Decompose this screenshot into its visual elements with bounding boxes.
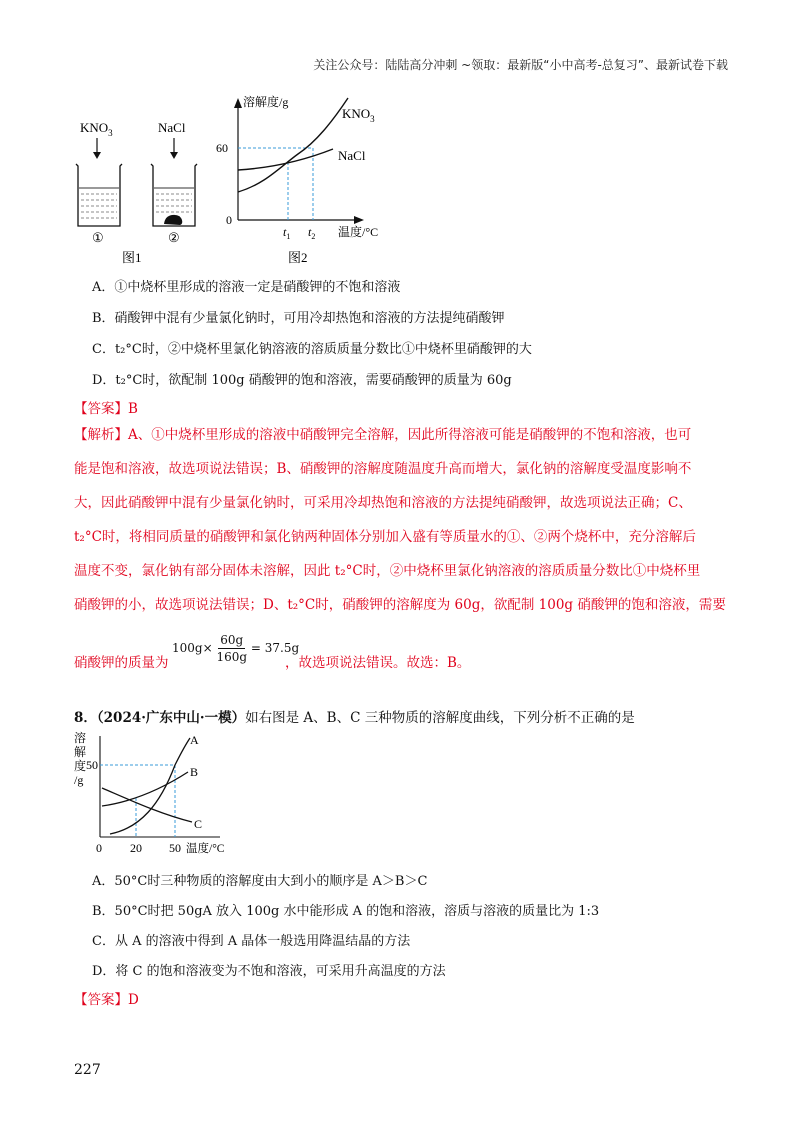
q7-option-a: A．①中烧杯里形成的溶液一定是硝酸钾的不饱和溶液 [92,280,401,295]
q7-analysis [74,418,730,622]
q8-ylabel-3: 度 [74,759,87,773]
analysis-line: 温度不变，氯化钠有部分固体未溶解，因此 t₂°C时，②中烧杯里氯化钠溶液的溶质质量分数比①中烧杯里 [74,563,701,579]
q8-answer: 【答案】D [74,992,139,1008]
fig2-curve-nacl [238,149,333,170]
q8-xlabel: 温度/°C [186,843,225,855]
q8-option-a: A．50°C时三种物质的溶解度由大到小的顺序是 A＞B＞C [92,874,428,889]
q7-option-c: C．t₂°C时，②中烧杯里氯化钠溶液的溶质质量分数比①中烧杯里硝酸钾的大 [92,342,532,357]
formula [172,632,299,665]
analysis-line: 能是饱和溶液，故选项说法错误；B、硝酸钾的溶解度随温度升高而增大，氯化钠的溶解度受温度影响不 [74,461,692,477]
fig2-label-kno3: $KNO_3$ [342,106,375,124]
page-number: 227 [74,1062,101,1078]
fig2-t1: $t_1$ [283,225,291,241]
q8-x0: 0 [96,841,102,855]
q8-stem: 8．（2024·广东中山·一模）如右图是 A、B、C 三种物质的溶解度曲线，下列分析不正确的是 [74,710,635,726]
beaker2-mark: ② [168,230,180,245]
q8-x50: 50 [169,841,181,855]
q8-ylabel-2: 解 [74,745,87,759]
undissolved-solid-icon [164,215,182,225]
q7-figure [70,92,410,270]
q8-label-c: C [194,817,203,831]
beaker1-label: $KNO_3$ [80,120,113,138]
fig2-y60: 60 [216,141,228,155]
analysis-last-suffix: ，故选项说法错误。故选：B。 [285,655,471,671]
page-header: 关注公众号：陆陆高分冲刺 ~领取：最新版“小中高考-总复习”、最新试卷下载 [313,58,728,72]
analysis-last-prefix: 硝酸钾的质量为 [74,655,169,671]
formula-right: = 37.5g [250,641,300,655]
q8-option-d: D．将 C 的饱和溶液变为不饱和溶液，可采用升高温度的方法 [92,964,446,979]
fig2-label-nacl: NaCl [338,148,366,163]
q8-option-c: C．从 A 的溶液中得到 A 晶体一般选用降温结晶的方法 [92,934,411,949]
analysis-line: 硝酸钾的小，故选项说法错误；D、t₂°C时，硝酸钾的溶解度为 60g，欲配制 100g 硝酸钾的饱和溶液，需要 [74,597,726,613]
beaker1-mark: ① [92,230,104,245]
figure1-caption: 图1 [122,250,142,265]
analysis-line: 大，因此硝酸钾中混有少量氯化钠时，可采用冷却热饱和溶液的方法提纯硝酸钾，故选项说法正确；C、 [74,495,692,511]
q8-ylabel-1: 溶 [74,731,87,745]
beaker2 [151,164,197,226]
q8-ylabel-4: /g [74,773,84,787]
fig2-xlabel: 温度/°C [338,225,379,239]
q8-option-b: B．50°C时把 50gA 放入 100g 水中能形成 A 的饱和溶液，溶质与溶液的质量比为 1:3 [92,904,600,919]
fig2-curve-kno3 [238,98,348,192]
fig2-origin: 0 [226,213,232,227]
analysis-line: t₂°C时，将相同质量的硝酸钾和氯化钠两种固体分别加入盛有等质量水的①、②两个烧杯中，充分溶解后 [74,529,696,545]
fig2-t2: $t_2$ [308,225,316,241]
q7-answer: 【答案】B [74,401,138,417]
analysis-line: 【解析】A、①中烧杯里形成的溶液中硝酸钾完全溶解，因此所得溶液可能是硝酸钾的不饱和溶液，也可 [74,427,692,443]
q8-label-a: A [190,733,199,747]
q8-label-b: B [190,765,199,779]
q8-y50: 50 [86,758,98,772]
q8-x20: 20 [130,841,142,855]
q8-curve-a [110,738,190,834]
q7-option-d: D．t₂°C时，欲配制 100g 硝酸钾的饱和溶液，需要硝酸钾的质量为 60g [92,373,512,388]
beaker2-label: NaCl [158,120,186,135]
formula-fraction: $\frac{60g}{160g}$ [216,633,248,664]
q8-graph [70,730,250,860]
beaker1 [76,164,122,226]
figure2-caption: 图2 [288,250,308,265]
fig2-ylabel: 溶解度/g [243,95,289,109]
q7-option-b: B．硝酸钾中混有少量氯化钠时，可用冷却热饱和溶液的方法提纯硝酸钾 [92,311,505,326]
formula-left: 100g× [172,641,213,655]
